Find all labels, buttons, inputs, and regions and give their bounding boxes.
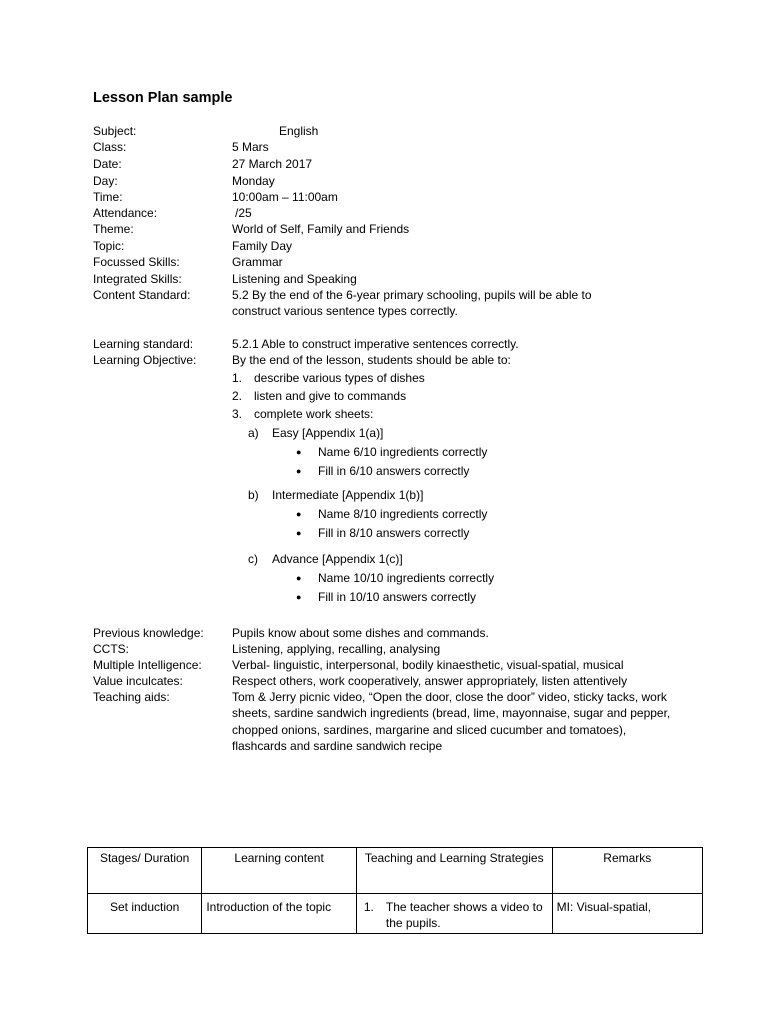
detail-value: /25	[235, 206, 252, 220]
detail-label: Date:	[93, 157, 122, 171]
extra-value: Respect others, work cooperatively, answer appropriately, listen attentively	[232, 674, 628, 688]
detail-label: Integrated Skills:	[93, 272, 182, 286]
table-header-cell: Teaching and Learning Strategies	[356, 848, 552, 894]
level-letter: a)	[248, 426, 259, 440]
extra-value: Verbal- linguistic, interpersonal, bodily kinaesthetic, visual-spatial, musical	[232, 658, 624, 672]
table-header-cell: Stages/ Duration	[88, 848, 202, 894]
detail-value: Family Day	[232, 239, 293, 253]
table-cell-stage: Set induction	[88, 894, 202, 934]
level-bullet-text: Name 6/10 ingredients correctly	[318, 445, 488, 459]
table-cell-strategy	[356, 894, 552, 934]
extra-label: Previous knowledge:	[93, 626, 204, 640]
table-header-cell: Remarks	[552, 848, 702, 894]
bullet-icon: ●	[296, 592, 302, 602]
detail-value: 5.2 By the end of the 6-year primary schooling, pupils will be able to construct various sentence types correctly.	[232, 288, 592, 319]
table-cell-content: Introduction of the topic	[202, 894, 357, 934]
detail-value: 27 March 2017	[232, 157, 313, 171]
objective-text: listen and give to commands	[254, 389, 407, 403]
objective-text: describe various types of dishes	[254, 371, 425, 385]
detail-label: Topic:	[93, 239, 125, 253]
table-header-cell: Learning content	[202, 848, 357, 894]
detail-label: Learning standard:	[93, 337, 194, 351]
detail-label: Time:	[93, 190, 123, 204]
detail-value: Grammar	[232, 255, 283, 269]
bullet-icon: ●	[296, 447, 302, 457]
page-title: Lesson Plan sample	[93, 90, 233, 106]
extra-value: Pupils know about some dishes and commands.	[232, 626, 489, 640]
objective-number: 1.	[232, 371, 243, 385]
strategy-number: 1.	[363, 900, 374, 914]
level-bullet-text: Fill in 8/10 answers correctly	[318, 526, 470, 540]
detail-value: 5 Mars	[232, 140, 269, 154]
detail-value: World of Self, Family and Friends	[232, 222, 410, 236]
table-header-row	[88, 848, 703, 894]
detail-value: Monday	[232, 174, 275, 188]
detail-value: Listening and Speaking	[232, 272, 357, 286]
bullet-icon: ●	[296, 466, 302, 476]
detail-label: Class:	[93, 140, 127, 154]
level-bullet-text: Fill in 10/10 answers correctly	[318, 590, 477, 604]
detail-label: Theme:	[93, 222, 134, 236]
level-bullet-text: Name 8/10 ingredients correctly	[318, 507, 488, 521]
detail-label: Subject:	[93, 124, 137, 138]
strategy-text: The teacher shows a video to the pupils.	[385, 900, 543, 930]
detail-label: Content Standard:	[93, 288, 191, 302]
level-text: Advance [Appendix 1(c)]	[272, 552, 403, 566]
extra-label: CCTS:	[93, 642, 129, 656]
extra-label: Multiple Intelligence:	[93, 658, 202, 672]
detail-label: Attendance:	[93, 206, 158, 220]
bullet-icon: ●	[296, 573, 302, 583]
lesson-table	[87, 847, 703, 934]
detail-value: 10:00am – 11:00am	[232, 190, 338, 204]
table-row	[88, 894, 703, 934]
level-letter: c)	[248, 552, 258, 566]
detail-label: Focussed Skills:	[93, 255, 180, 269]
level-letter: b)	[248, 488, 259, 502]
extra-label: Value inculcates:	[93, 674, 183, 688]
objective-number: 2.	[232, 389, 243, 403]
detail-value: English	[279, 124, 319, 138]
objective-number: 3.	[232, 407, 243, 421]
level-bullet-text: Fill in 6/10 answers correctly	[318, 464, 470, 478]
objective-text: complete work sheets:	[254, 407, 374, 421]
extra-value: Listening, applying, recalling, analysing	[232, 642, 441, 656]
bullet-icon: ●	[296, 528, 302, 538]
extra-value: Tom & Jerry picnic video, “Open the door, close the door” video, sticky tacks, work sheets, sardine sandwich ingredients (bread, lime, mayonnaise, sugar and pepper, chopped onions, sardines, margarine and sliced cucumber and tomatoes), flashcards and sardine sandwich recipe	[232, 690, 671, 753]
bullet-icon: ●	[296, 509, 302, 519]
level-bullet-text: Name 10/10 ingredients correctly	[318, 571, 495, 585]
table-cell-remarks: MI: Visual-spatial,	[552, 894, 702, 934]
level-text: Easy [Appendix 1(a)]	[272, 426, 384, 440]
detail-label: Day:	[93, 174, 118, 188]
level-text: Intermediate [Appendix 1(b)]	[272, 488, 424, 502]
detail-value: 5.2.1 Able to construct imperative sentences correctly.	[232, 337, 519, 351]
detail-value: By the end of the lesson, students should be able to:	[232, 353, 511, 367]
detail-label: Learning Objective:	[93, 353, 197, 367]
extra-label: Teaching aids:	[93, 690, 170, 704]
